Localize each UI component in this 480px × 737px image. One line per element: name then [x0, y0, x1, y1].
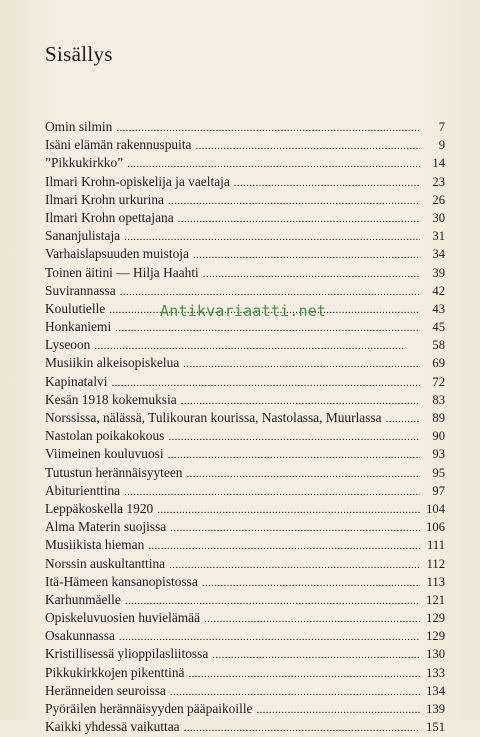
dot-leader	[120, 283, 420, 301]
dot-leader	[116, 119, 420, 137]
dot-leader	[170, 519, 420, 537]
toc-entry	[45, 318, 445, 336]
toc-entry	[45, 555, 445, 573]
toc-entry-title: Alma Materin suojissa	[45, 519, 167, 535]
toc-entry	[45, 227, 445, 245]
toc-entry	[45, 718, 445, 736]
dot-leader	[193, 246, 420, 264]
toc-entry	[45, 391, 445, 409]
toc-entry-page-number: 93	[432, 447, 445, 462]
dot-leader	[111, 374, 420, 392]
toc-entry-page-number: 111	[427, 538, 445, 553]
toc-entry	[45, 209, 445, 227]
toc-entry-page-number: 34	[432, 247, 445, 262]
dot-leader	[188, 665, 420, 683]
toc-entry-page-number: 23	[432, 174, 445, 189]
toc-entry-title: Toinen äitini — Hilja Haahti	[45, 264, 199, 280]
toc-entry-page-number: 39	[432, 265, 445, 280]
toc-entry-title: Omin silmin	[45, 119, 113, 134]
toc-entry-title: Karhunmäelle	[45, 591, 121, 607]
page-title: Sisällys	[45, 42, 113, 66]
toc-entry-page-number: 72	[432, 374, 445, 389]
toc-entry	[45, 627, 445, 645]
dot-leader	[169, 556, 420, 574]
toc-entry-page-number: 26	[432, 192, 445, 207]
toc-entry	[45, 464, 445, 482]
dot-leader	[178, 210, 420, 228]
toc-entry-page-number: 129	[426, 611, 445, 626]
toc-entry	[45, 445, 445, 463]
toc-entry-page-number: 129	[426, 629, 445, 644]
toc-entry	[45, 336, 445, 354]
table-of-contents	[45, 118, 445, 736]
toc-entry	[45, 136, 445, 154]
toc-entry-page-number: 130	[426, 647, 445, 662]
dot-leader	[127, 155, 420, 173]
toc-entry-title: Koulutielle	[45, 300, 106, 316]
toc-entry	[45, 645, 445, 663]
toc-entry	[45, 609, 445, 627]
toc-entry	[45, 591, 445, 609]
dot-leader	[196, 137, 421, 155]
toc-entry-title: Norssissa, nälässä, Tulikouran kourissa, Nastolassa, Muurlassa	[45, 410, 382, 425]
toc-entry-page-number: 7	[438, 120, 445, 134]
toc-entry-page-number: 31	[432, 229, 445, 244]
dot-leader	[187, 465, 421, 483]
toc-entry-page-number: 151	[426, 720, 445, 735]
toc-entry	[45, 664, 445, 682]
toc-entry	[45, 682, 445, 700]
toc-entry	[45, 245, 445, 263]
toc-entry-title: Musiikista hieman	[45, 537, 145, 553]
toc-entry	[45, 700, 445, 718]
toc-entry	[45, 354, 445, 372]
toc-entry-page-number: 90	[432, 429, 445, 444]
toc-entry	[45, 282, 445, 300]
dot-leader	[124, 228, 420, 246]
toc-entry-title: Opiskeluvuosien huvielämää	[45, 610, 201, 626]
toc-entry-page-number: 113	[426, 574, 445, 589]
toc-entry-title: Abiturienttina	[45, 482, 121, 498]
toc-entry-page-number: 134	[426, 683, 445, 698]
dot-leader	[124, 483, 420, 501]
toc-entry-title: Norssin auskultanttina	[45, 555, 166, 571]
dot-leader	[168, 192, 420, 210]
toc-entry-title: ”Pikkukirkko”	[45, 155, 124, 171]
toc-entry-page-number: 69	[432, 356, 445, 371]
dot-leader	[183, 355, 420, 373]
toc-entry-title: Sananjulistaja	[45, 228, 121, 244]
toc-entry-title: Ilmari Krohn-opiskelija ja vaeltaja	[45, 173, 230, 189]
toc-entry-title: Tutustun herännäisyyteen	[45, 464, 183, 480]
toc-entry-title: Ilmari Krohn urkurina	[45, 191, 164, 207]
toc-entry-page-number: 9	[438, 138, 445, 153]
toc-entry-title: Musiikin alkeisopiskelua	[45, 355, 180, 371]
toc-entry-title: Suvirannassa	[45, 282, 116, 298]
toc-entry-title: Itä-Hämeen kansanopistossa	[45, 573, 198, 589]
toc-entry	[45, 536, 445, 554]
toc-entry	[45, 482, 445, 500]
toc-entry-title: Ilmari Krohn opettajana	[45, 209, 174, 225]
toc-entry-page-number: 95	[432, 465, 445, 480]
toc-entry	[45, 409, 445, 427]
dot-leader	[202, 574, 420, 592]
dot-leader	[203, 265, 420, 283]
toc-entry	[45, 264, 445, 282]
dot-leader	[157, 501, 420, 519]
toc-entry-page-number: 133	[426, 665, 445, 680]
toc-entry	[45, 154, 445, 172]
dot-leader	[94, 337, 420, 355]
dot-leader	[148, 537, 420, 555]
dot-leader	[181, 392, 420, 410]
dot-leader	[212, 646, 420, 664]
toc-entry-title: Heränneiden seuroissa	[45, 682, 166, 698]
toc-entry-title: Varhaislapsuuden muistoja	[45, 246, 189, 262]
toc-entry-page-number: 139	[426, 702, 445, 716]
toc-entry	[45, 191, 445, 209]
dot-leader	[168, 446, 420, 464]
toc-entry-page-number: 43	[432, 301, 445, 316]
toc-entry-page-number: 30	[432, 210, 445, 225]
toc-entry-title: Viimeinen kouluvuosi	[45, 446, 164, 462]
dot-leader	[170, 683, 420, 701]
toc-entry-page-number: 121	[426, 592, 445, 607]
dot-leader	[204, 610, 420, 628]
dot-leader	[125, 592, 420, 610]
dot-leader	[184, 719, 420, 737]
toc-entry-title: Kapinatalvi	[45, 373, 108, 389]
toc-entry-title: Leppäkoskella 1920	[45, 500, 154, 516]
toc-entry-page-number: 45	[432, 320, 445, 335]
toc-entry	[45, 500, 445, 518]
toc-entry	[45, 118, 445, 136]
toc-entry-title: Honkaniemi	[45, 319, 112, 335]
toc-entry-title: Kaikki yhdessä vaikuttaa	[45, 719, 180, 735]
toc-entry	[45, 173, 445, 191]
toc-entry-title: Kesän 1918 kokemuksia	[45, 391, 177, 407]
watermark: Antikvariaatti.net	[160, 302, 327, 320]
toc-entry-title: Osakunnassa	[45, 628, 115, 644]
dot-leader	[119, 628, 420, 646]
dot-leader	[234, 174, 420, 192]
dot-leader	[115, 319, 420, 337]
toc-entry-page-number: 104	[426, 501, 445, 516]
toc-entry-title: Pyöräilen herännäisyyden pääpaikoille	[45, 701, 253, 716]
toc-entry-title: Nastolan poikakokous	[45, 428, 165, 444]
toc-entry-page-number: 83	[432, 392, 445, 407]
toc-entry	[45, 573, 445, 591]
toc-entry-title: Lyseoon	[45, 337, 91, 353]
toc-entry	[45, 427, 445, 445]
toc-entry-page-number: 89	[432, 411, 445, 425]
toc-entry-title: Pikkukirkkojen pikenttinä	[45, 664, 185, 680]
toc-entry-title: Isäni elämän rakennuspuita	[45, 137, 192, 153]
toc-entry-page-number: 58	[432, 338, 445, 353]
toc-entry-title: Kristillisessä ylioppilasliitossa	[45, 646, 209, 662]
toc-entry-page-number: 112	[426, 556, 445, 571]
toc-entry-page-number: 97	[432, 483, 445, 498]
toc-entry	[45, 518, 445, 536]
toc-entry-page-number: 14	[432, 156, 445, 171]
dot-leader	[256, 701, 420, 719]
toc-entry	[45, 373, 445, 391]
dot-leader	[168, 428, 420, 446]
toc-entry-page-number: 106	[426, 520, 445, 535]
toc-entry-page-number: 42	[432, 283, 445, 298]
dot-leader	[386, 410, 420, 428]
